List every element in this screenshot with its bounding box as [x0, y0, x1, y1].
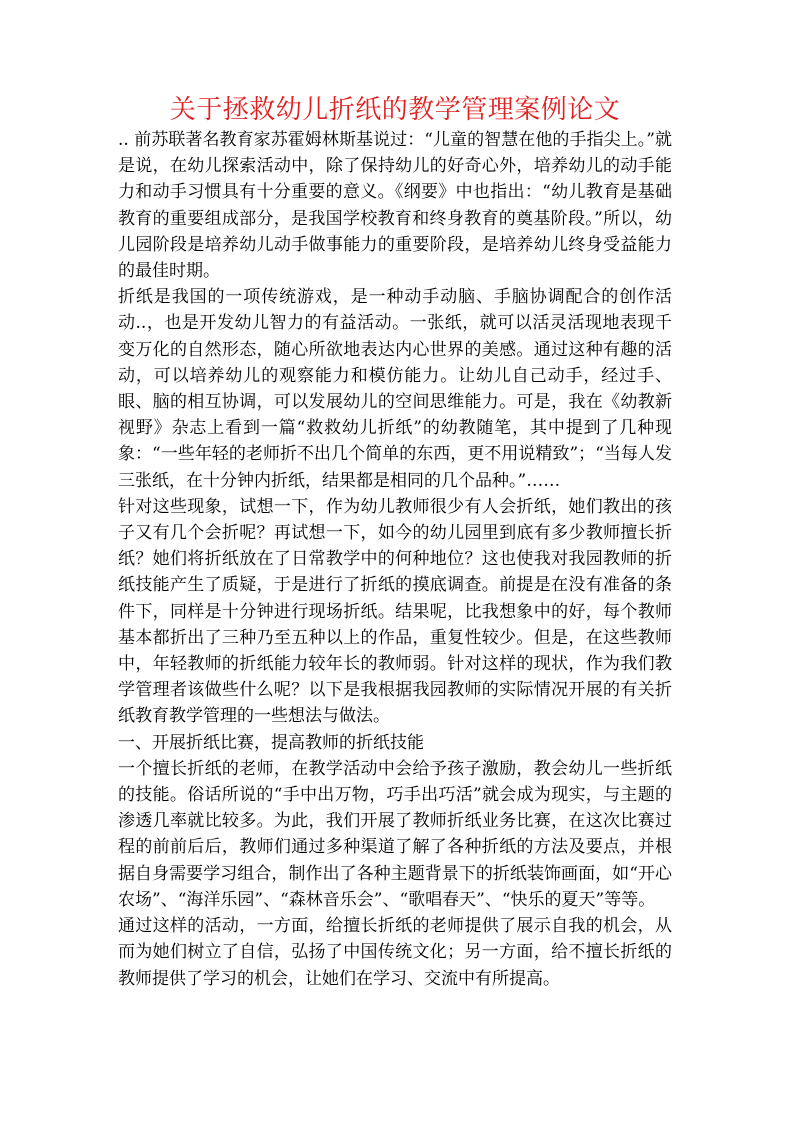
paragraph-teacher-survey: 针对这些现象，试想一下，作为幼儿教师很少有人会折纸，她们教出的孩子又有几个会折呢？再试想一下，如今的幼儿园里到底有多少教师擅长折纸？她们将折纸放在了日常教学中的何种地位？这也使我对我园教师的折纸技能产生了质疑，于是进行了折纸的摸底调查。前提是在没有准备的条件下，同样是十分钟进行现场折纸。结果呢，比我想象中的好，每个教师基本都折出了三种乃至五种以上的作品，重复性较少。但是，在这些教师中，年轻教师的折纸能力较年长的教师弱。针对这样的现状，作为我们教学管理者该做些什么呢？以下是我根据我园教师的实际情况开展的有关折纸教育教学管理的一些想法与做法。 [118, 496, 672, 727]
paragraph-competition: 一个擅长折纸的老师，在教学活动中会给予孩子激励，教会幼儿一些折纸的技能。俗话所说的“手中出万物，巧手出巧活”就会成为现实，与主题的渗透几率就比较多。为此，我们开展了教师折纸业务比赛，在这次比赛过程的前前后后，教师们通过多种渠道了解了各种折纸的方法及要点，并根据自身需要学习组合，制作出了各种主题背景下的折纸装饰画面，如“开心农场”、“海洋乐园”、“森林音乐会”、“歌唱春天”、“快乐的夏天”等等。 [118, 758, 672, 910]
paragraph-intro: .. 前苏联著名教育家苏霍姆林斯基说过：“儿童的智慧在他的手指尖上。”就是说，在幼儿探索活动中，除了保持幼儿的好奇心外，培养幼儿的动手能力和动手习惯具有十分重要的意义。《纲要》中也指出：“幼儿教育是基础教育的重要组成部分，是我国学校教育和终身教育的奠基阶段。”所以，幼儿园阶段是培养幼儿动手做事能力的重要阶段，是培养幼儿终身受益能力的最佳时期。 [118, 130, 672, 282]
section-heading-1: 一、开展折纸比赛，提高教师的折纸技能 [118, 732, 424, 753]
paragraph-outcome: 通过这样的活动，一方面，给擅长折纸的老师提供了展示自我的机会，从而为她们树立了自信，弘扬了中国传统文化；另一方面，给不擅长折纸的教师提供了学习的机会，让她们在学习、交流中有所提高。 [118, 916, 672, 989]
paragraph-origami-tradition: 折纸是我国的一项传统游戏，是一种动手动脑、手脑协调配合的创作活动..，也是开发幼儿智力的有益活动。一张纸，就可以活灵活现地表现千变万化的自然形态，随心所欲地表达内心世界的美感。通过这种有趣的活动，可以培养幼儿的观察能力和模仿能力。让幼儿自己动手，经过手、眼、脑的相互协调，可以发展幼儿的空间思维能力。可是，我在《幼教新视野》杂志上看到一篇“救救幼儿折纸”的幼教随笔，其中提到了几种现象：“一些年轻的老师折不出几个简单的东西，更不用说精致”；“当每人发三张纸，在十分钟内折纸，结果都是相同的几个品种。”…… [118, 287, 672, 491]
document-title: 关于拯救幼儿折纸的教学管理案例论文 [169, 95, 621, 125]
